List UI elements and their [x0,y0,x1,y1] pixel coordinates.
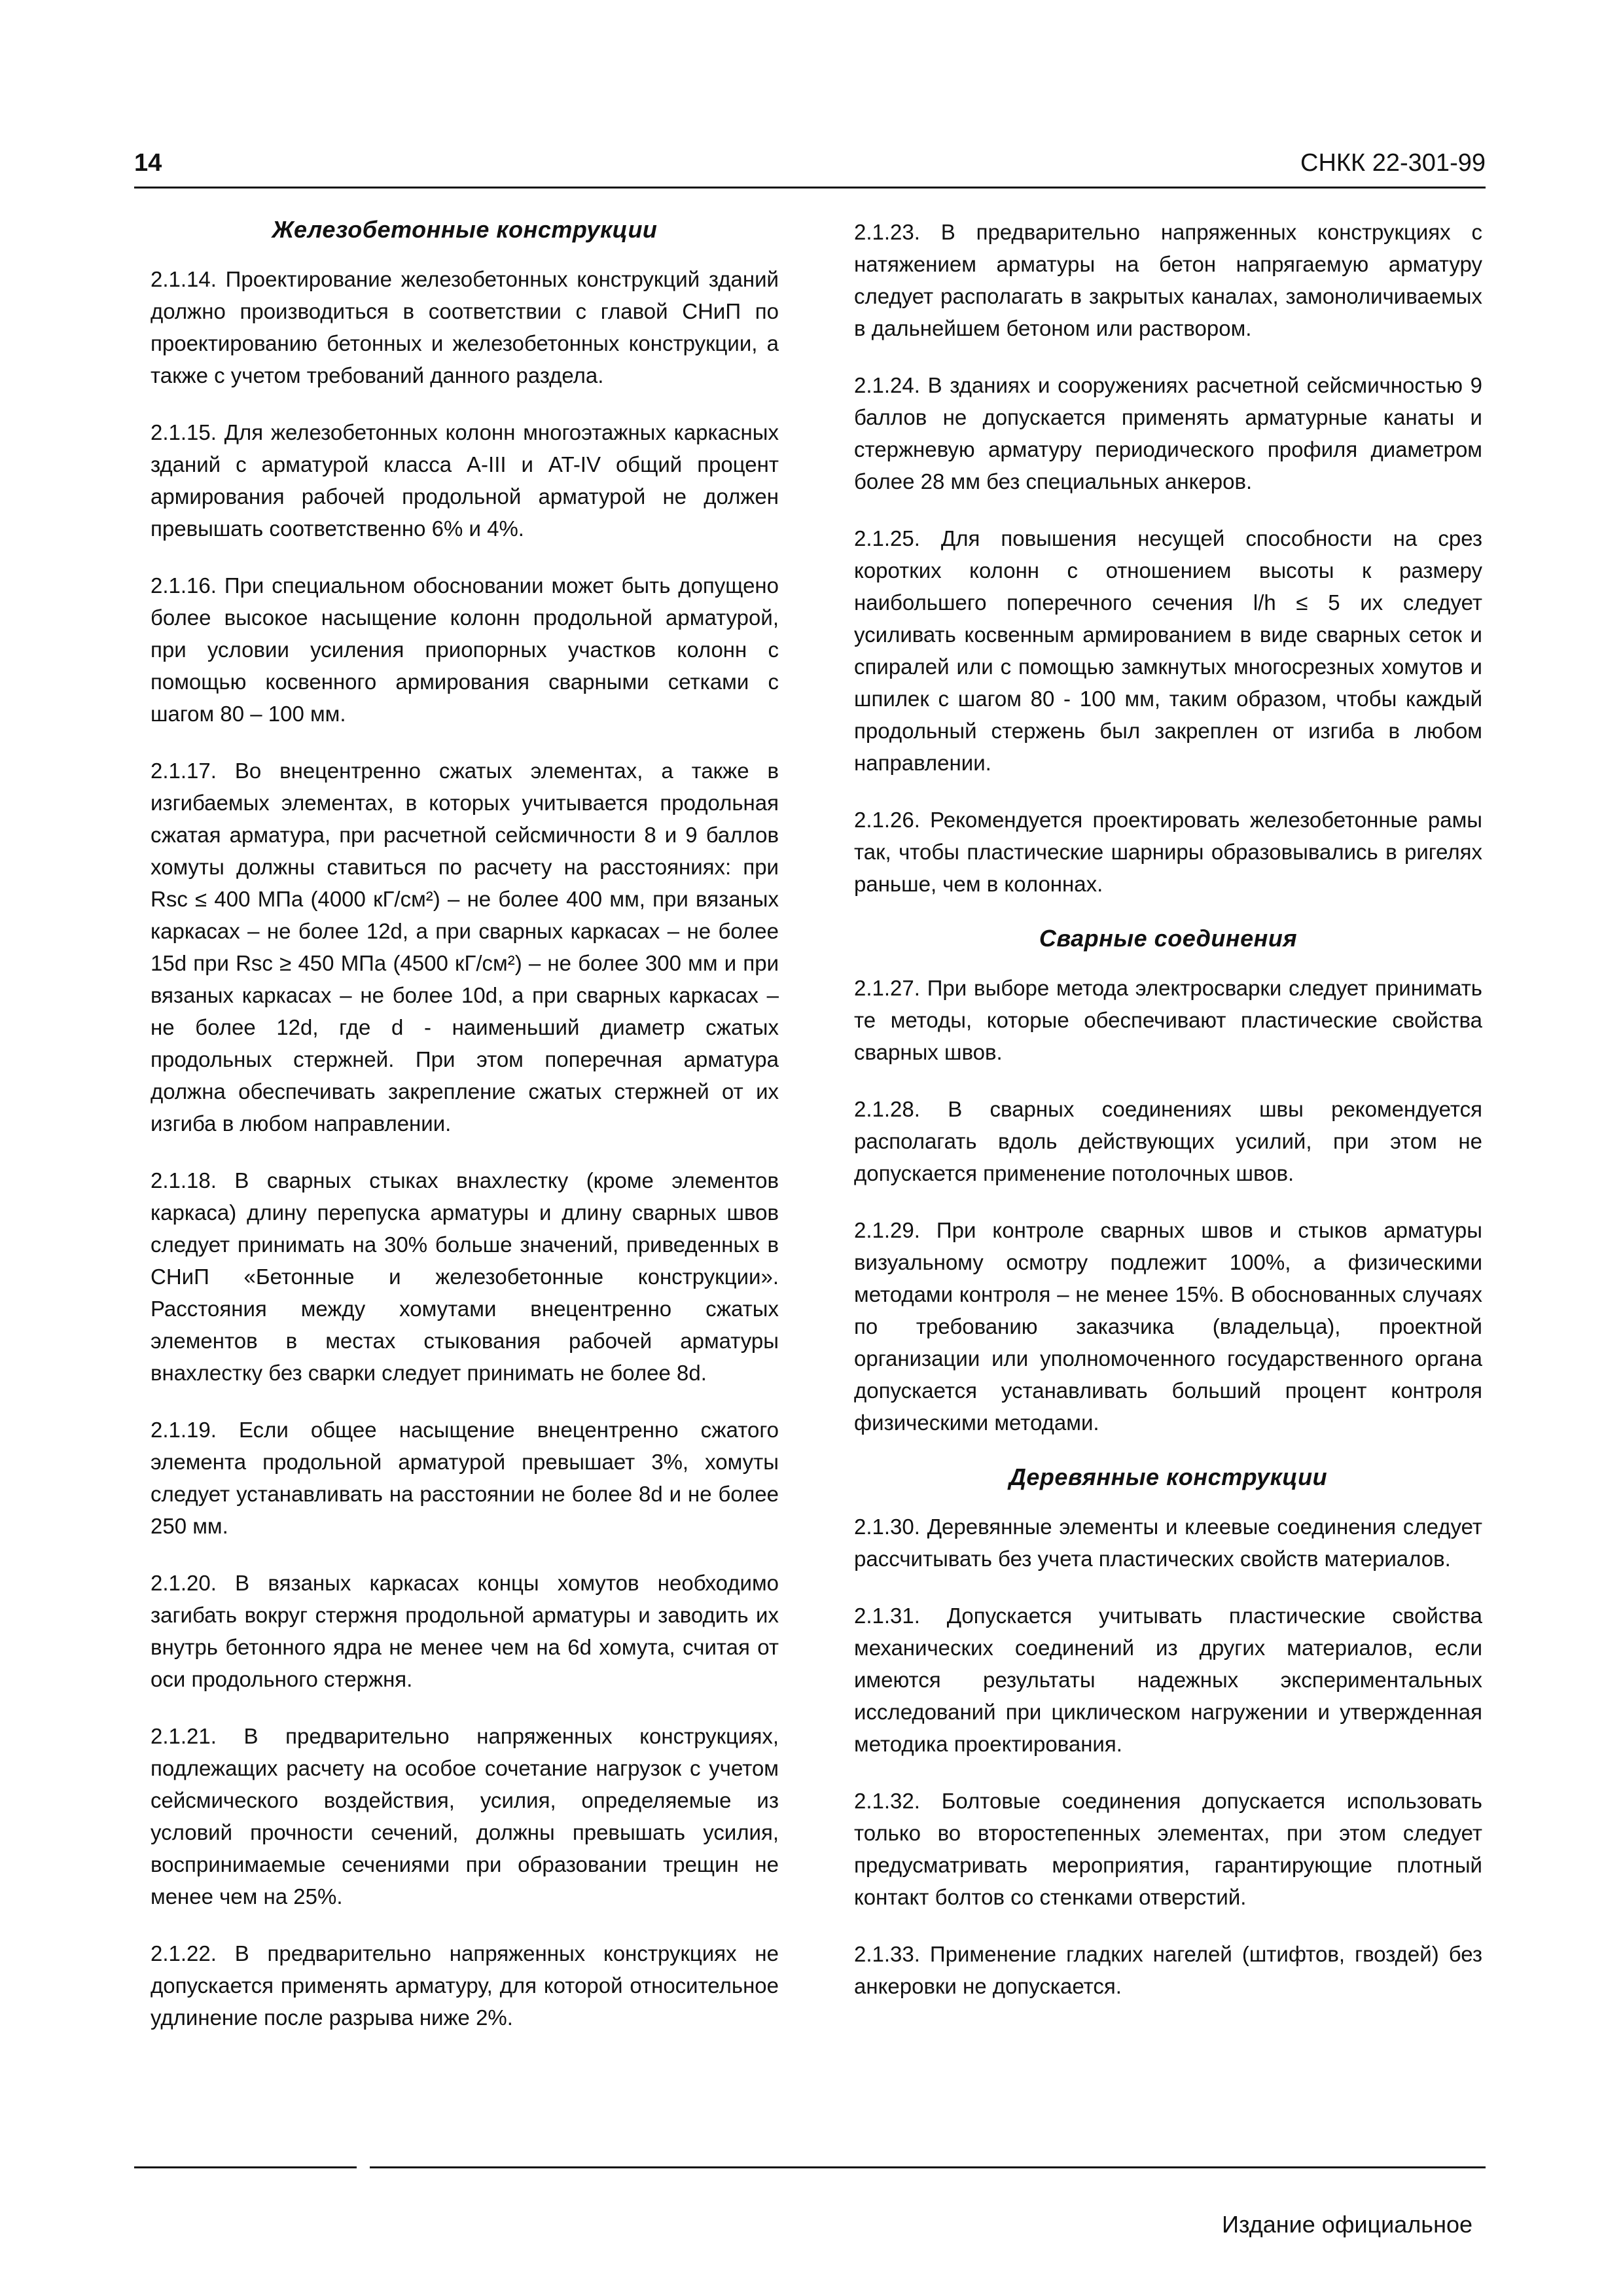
paragraph-2-1-31: 2.1.31. Допускается учитывать пластические свойства механических соединений из других материалов, если имеются результаты надежных экспериментальных исследований при циклическом нагружении и утвержденная методика проектирования. [854,1604,1482,1756]
paragraph-2-1-23: 2.1.23. В предварительно напряженных конструкциях с натяжением арматуры на бетон напрягаемую арматуру следует располагать в закрытых каналах, замоноличиваемых в дальнейшем бетоном или раствором. [854,220,1482,340]
document-code: СНКК 22-301-99 [1300,149,1486,177]
paragraph-2-1-29: 2.1.29. При контроле сварных швов и стыков арматуры визуальному осмотру подлежит 100%, а физическими методами контроля – не менее 15%. В обоснованных случаях по требованию заказчика (владельца), проектной организации или уполномоченного государственного органа допускается устанавливать больший процент контроля физическими методами. [854,1218,1482,1435]
section-heading-welded-joints: Сварные соединения [1039,925,1298,952]
paragraph-2-1-25: 2.1.25. Для повышения несущей способности на срез коротких колонн с отношением высоты к размеру наибольшего поперечного сечения l/h ≤ 5 их следует усиливать косвенным армированием в виде сварных сеток и спиралей или с помощью замкнутых многосрезных хомутов и шпилек с шагом 80 - 100 мм, таким образом, чтобы каждый продольный стержень был закреплен от изгиба в любом направлении. [854,526,1482,775]
paragraph-2-1-16: 2.1.16. При специальном обосновании может быть допущено более высокое насыщение колонн продольной арматурой, при условии усиления приопорных участков колонн с помощью косвенного армирования сварными сетками с шагом 80 – 100 мм. [151,573,779,726]
page-number: 14 [134,149,162,177]
paragraph-2-1-27: 2.1.27. При выборе метода электросварки следует принимать те методы, которые обеспечивают пластические свойства сварных швов. [854,976,1482,1064]
paragraph-2-1-20: 2.1.20. В вязаных каркасах концы хомутов необходимо загибать вокруг стержня продольной арматуры и заводить их внутрь бетонного ядра не менее чем на 6d хомута, считая от оси продольного стержня. [151,1571,779,1691]
section-heading-reinforced-concrete: Железобетонные конструкции [272,216,658,243]
paragraph-2-1-17: 2.1.17. Во внецентренно сжатых элементах, а также в изгибаемых элементах, в которых учитывается продольная сжатая арматура, при расчетной сейсмичности 8 и 9 баллов хомуты должны ставиться по расчету на расстояниях: при Rsc ≤ 400 МПа (4000 кГ/см²) – не более 400 мм, при вязаных каркасах – не более 12d, а при сварных каркасах – не более 15d при Rsc ≥ 450 МПа (4500 кГ/см²) – не более 300 мм и при вязаных каркасах – не более 10d, а при сварных каркасах – не более 12d, где d - наименьший диаметр сжатых продольных стержней. При этом поперечная арматура должна обеспечивать закрепление сжатых стержней от их изгиба в любом направлении. [151,759,779,1136]
page-header [134,149,1486,188]
right-column [854,216,1482,2027]
paragraph-2-1-14: 2.1.14. Проектирование железобетонных конструкций зданий должно производиться в соответствии с главой СНиП по проектированию бетонных и железобетонных конструкции, а также с учетом требований данного раздела. [151,267,779,387]
paragraph-2-1-30: 2.1.30. Деревянные элементы и клеевые соединения следует рассчитывать без учета пластических свойств материалов. [854,1515,1482,1571]
paragraph-2-1-32: 2.1.32. Болтовые соединения допускается использовать только во второстепенных элементах, при этом следует предусматривать мероприятия, гарантирующие плотный контакт болтов со стенками отверстий. [854,1789,1482,1909]
paragraph-2-1-28: 2.1.28. В сварных соединениях швы рекомендуется располагать вдоль действующих усилий, при этом не допускается применение потолочных швов. [854,1097,1482,1185]
left-column [151,216,779,2058]
paragraph-2-1-22: 2.1.22. В предварительно напряженных конструкциях не допускается применять арматуру, для которой относительное удлинение после разрыва ниже 2%. [151,1941,779,2030]
paragraph-2-1-18: 2.1.18. В сварных стыках внахлестку (кроме элементов каркаса) длину перепуска арматуры и длину сварных швов следует принимать на 30% больше значений, приведенных в СНиП «Бетонные и железобетонные конструкции». Расстояния между хомутами внецентренно сжатых элементов в местах стыкования рабочей арматуры внахлестку без сварки следует принимать не более 8d. [151,1168,779,1385]
paragraph-2-1-33: 2.1.33. Применение гладких нагелей (штифтов, гвоздей) без анкеровки не допускается. [854,1942,1482,1998]
footer-divider-short [134,2166,357,2168]
section-heading-wooden-structures: Деревянные конструкции [1008,1463,1328,1490]
paragraph-2-1-26: 2.1.26. Рекомендуется проектировать железобетонные рамы так, чтобы пластические шарниры образовывались в ригелях раньше, чем в колоннах. [854,808,1482,896]
paragraph-2-1-15: 2.1.15. Для железобетонных колонн многоэтажных каркасных зданий с арматурой класса A-III и AT-IV общий процент армирования рабочей продольной арматурой не должен превышать соответственно 6% и 4%. [151,420,779,541]
paragraph-2-1-21: 2.1.21. В предварительно напряженных конструкциях, подлежащих расчету на особое сочетание нагрузок с учетом сейсмического воздействия, усилия, определяемые из условий прочности сечений, должны превышать усилия, воспринимаемые сечениями при образовании трещин не менее чем на 25%. [151,1724,779,1909]
paragraph-2-1-19: 2.1.19. Если общее насыщение внецентренно сжатого элемента продольной арматурой превышает 3%, хомуты следует устанавливать на расстоянии не более 8d и не более 250 мм. [151,1418,779,1538]
footer-divider-long [370,2166,1486,2168]
official-edition-note: Издание официальное [1222,2211,1472,2238]
header-divider [134,187,1486,188]
paragraph-2-1-24: 2.1.24. В зданиях и сооружениях расчетной сейсмичностью 9 баллов не допускается применять арматурные канаты и стержневую арматуру периодического профиля диаметром более 28 мм без специальных анкеров. [854,373,1482,493]
